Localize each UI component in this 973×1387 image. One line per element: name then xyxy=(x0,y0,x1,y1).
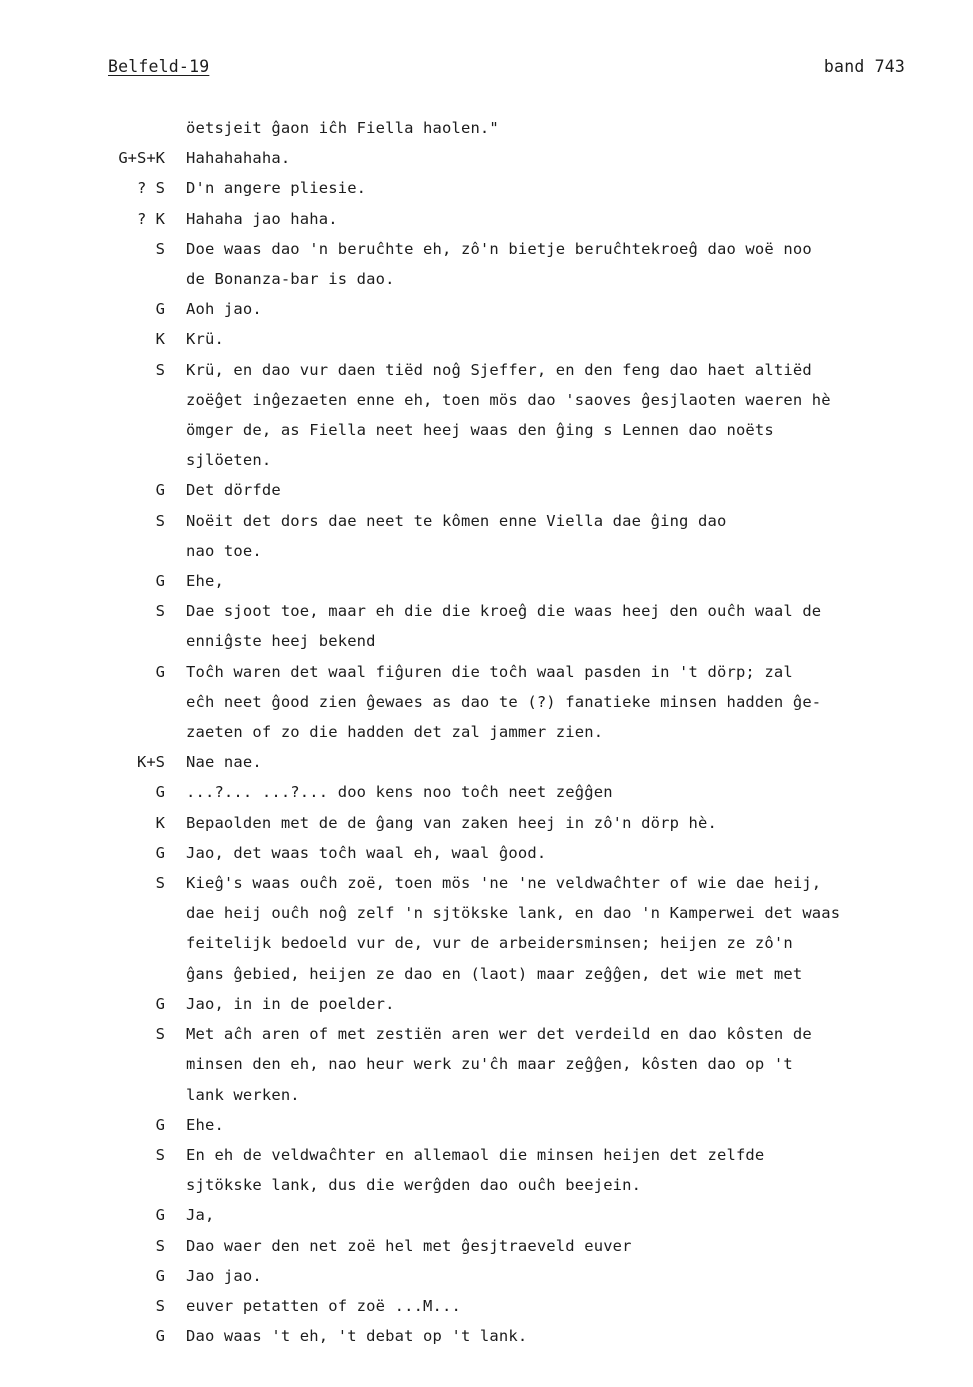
speaker-label: G xyxy=(155,1266,165,1285)
speaker-label: S xyxy=(155,1236,165,1255)
utterance-text: Kieĝ's waas ouĉh zoë, toen mös 'ne 'ne veldwaĉhter of wie dae heij, dae heij ouĉh noĝ zelf 'n sjtökske lank, en dao 'n Kamperwei det waas feitelijk bedoeld vur de, vur de arbeidersminsen; heijen ze zô'n ĝans ĝebied, heijen ze dao en (laot) maar zeĝĝen, det wie met met xyxy=(186,874,841,983)
transcript-line xyxy=(0,506,973,566)
transcript-line xyxy=(0,868,973,989)
speaker-label: G xyxy=(155,783,165,802)
utterance-text: ...?... ...?... doo kens noo toĉh neet zeĝĝen xyxy=(186,783,613,802)
transcript-line xyxy=(0,1291,973,1321)
utterance-text: Jao, in in de poelder. xyxy=(186,994,395,1013)
utterance-text: Ehe. xyxy=(186,1115,224,1134)
transcript-line xyxy=(0,566,973,596)
transcript-line xyxy=(0,143,973,173)
utterance-text: Dae sjoot toe, maar eh die die kroeĝ die waas heej den ouĉh waal de enniĝste heej bekend xyxy=(186,602,822,651)
utterance-text: euver petatten of zoë ...M... xyxy=(186,1296,461,1315)
speaker-label: S xyxy=(155,1296,165,1315)
transcript-line xyxy=(0,204,973,234)
transcript-line xyxy=(0,1321,973,1351)
transcript-line xyxy=(0,1231,973,1261)
speaker-label: K xyxy=(155,330,165,349)
transcript-line xyxy=(0,173,973,203)
utterance-text: Toĉh waren det waal fiĝuren die toĉh waal pasden in 't dörp; zal eĉh neet ĝood zien ĝewaes as dao te (?) fanatieke minsen hadden ĝe- zaeten of zo die hadden det zal jammer zien. xyxy=(186,662,822,742)
transcript-line xyxy=(0,657,973,748)
utterance-text: Hahaha jao haha. xyxy=(186,209,338,228)
utterance-text: Doe waas dao 'n beruĉhte eh, zô'n bietje beruĉhtekroeĝ dao woë noo de Bonanza-bar is dao. xyxy=(186,239,812,289)
speaker-label: ? K xyxy=(137,209,165,228)
utterance-text: Bepaolden met de de ĝang van zaken heej in zô'n dörp hè. xyxy=(186,813,717,832)
transcript-line xyxy=(0,294,973,324)
utterance-text: öetsjeit ĝaon iĉh Fiella haolen." xyxy=(186,119,499,137)
speaker-label: G xyxy=(155,1115,165,1134)
speaker-label: G xyxy=(155,572,165,591)
transcript-line xyxy=(0,355,973,476)
speaker-label: G xyxy=(155,481,165,500)
transcript-line xyxy=(0,1110,973,1140)
utterance-text: Met aĉh aren of met zestiën aren wer det verdeild en dao kôsten de minsen den eh, nao heur werk zu'ĉh maar zeĝĝen, kôsten dao op 't lank werken. xyxy=(186,1025,812,1104)
transcript-body xyxy=(0,113,973,1351)
transcript-line xyxy=(0,324,973,354)
transcript-line xyxy=(0,1019,973,1110)
transcript-line xyxy=(0,475,973,505)
speaker-label: ? S xyxy=(137,179,165,198)
utterance-text: Det dörfde xyxy=(186,481,281,500)
utterance-text: Aoh jao. xyxy=(186,300,262,319)
transcript-line xyxy=(0,1261,973,1291)
speaker-label: G xyxy=(155,662,165,681)
speaker-label: K xyxy=(155,813,165,832)
speaker-label: G xyxy=(155,843,165,862)
utterance-text: Ja, xyxy=(186,1206,215,1225)
transcript-line xyxy=(0,113,973,143)
transcript-line xyxy=(0,808,973,838)
transcript-line xyxy=(0,1140,973,1200)
transcript-line xyxy=(0,777,973,807)
speaker-label: S xyxy=(155,602,165,621)
utterance-text: Krü, en dao vur daen tiëd noĝ Sjeffer, en den feng dao haet altiëd zoëĝet inĝezaeten enne eh, toen mös dao 'saoves ĝesjlaoten waeren hè ömger de, as Fiella neet heej waas den ĝing s Lennen dao noëts sjlöeten. xyxy=(186,360,831,470)
speaker-label: S xyxy=(155,1145,165,1164)
utterance-text: Ehe, xyxy=(186,572,224,591)
utterance-text: Jao, det waas toĉh waal eh, waal ĝood. xyxy=(186,843,547,862)
speaker-label: G xyxy=(155,994,165,1013)
band-number: band 743 xyxy=(823,57,905,76)
transcript-line xyxy=(0,989,973,1019)
utterance-text: Dao waas 't eh, 't debat op 't lank. xyxy=(186,1327,528,1346)
utterance-text: Krü. xyxy=(186,330,224,349)
utterance-text: Noëit det dors dae neet te kômen enne Viella dae ĝing dao nao toe. xyxy=(186,511,727,560)
transcript-line xyxy=(0,838,973,868)
utterance-text: D'n angere pliesie. xyxy=(186,179,367,198)
speaker-label: G+S+K xyxy=(118,149,165,168)
speaker-label: S xyxy=(155,511,165,530)
speaker-label: S xyxy=(155,239,165,258)
speaker-label: K+S xyxy=(137,753,165,772)
utterance-text: Hahahahaha. xyxy=(186,149,291,168)
document-title: Belfeld-19 xyxy=(108,57,210,76)
transcript-line xyxy=(0,747,973,777)
transcript-line xyxy=(0,234,973,294)
speaker-label: G xyxy=(155,1327,165,1346)
utterance-text: Dao waer den net zoë hel met ĝesjtraeveld euver xyxy=(186,1236,632,1255)
utterance-text: Jao jao. xyxy=(186,1266,262,1285)
transcript-line xyxy=(0,1200,973,1230)
speaker-label: S xyxy=(155,360,165,379)
utterance-text: En eh de veldwaĉhter en allemaol die minsen heijen det zelfde sjtökske lank, dus die werĝden dao ouĉh beejein. xyxy=(186,1145,765,1195)
speaker-label: G xyxy=(155,1206,165,1225)
speaker-label: S xyxy=(155,874,165,893)
speaker-label: S xyxy=(155,1025,165,1044)
utterance-text: Nae nae. xyxy=(186,753,262,772)
transcript-line xyxy=(0,596,973,656)
speaker-label: G xyxy=(155,300,165,319)
